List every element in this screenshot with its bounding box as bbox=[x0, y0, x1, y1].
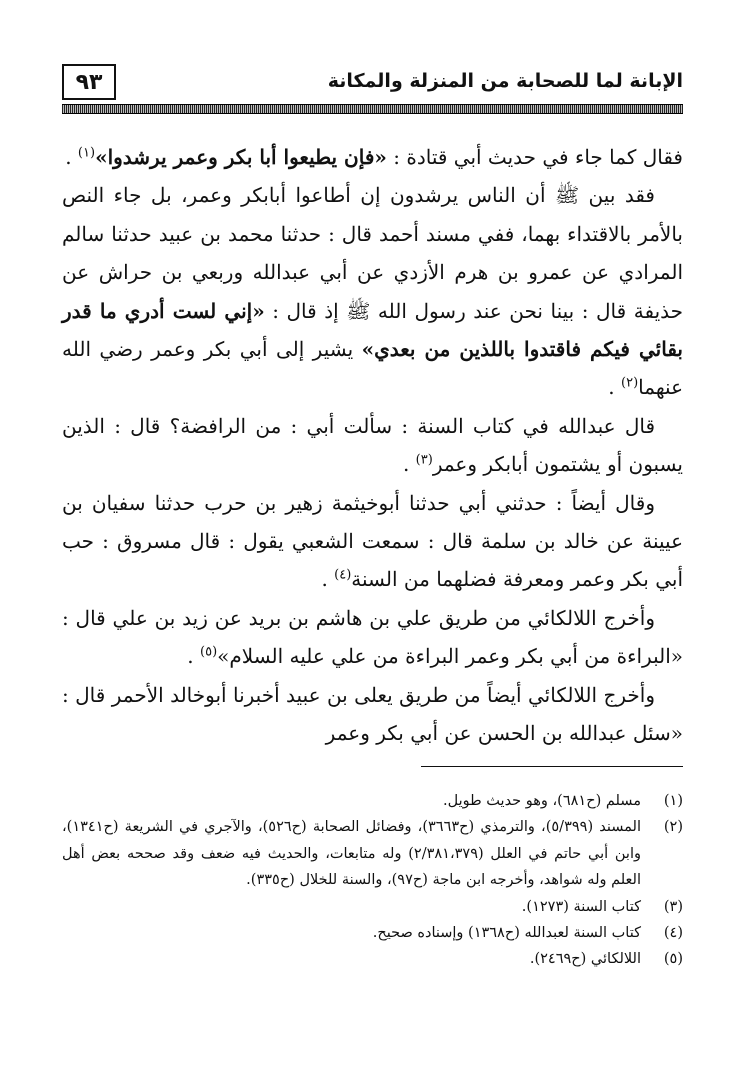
footnote-number: (٥) bbox=[663, 951, 683, 968]
header-rule bbox=[62, 104, 683, 114]
paragraph-text: يشير إلى أبي بكر وعمر رضي الله عنهما bbox=[62, 337, 683, 400]
paragraph-4 bbox=[62, 484, 683, 599]
paragraph-text: قال عبدالله في كتاب السنة : سألت أبي : من الرافضة؟ قال : الذين يسبون أو يشتمون أبابكر وعمر bbox=[62, 413, 683, 477]
footnote-text: كتاب السنة لعبدالله (ح١٣٦٨) وإسناده صحيح. bbox=[372, 925, 641, 942]
footnote-text: المسند (٥/٣٩٩)، والترمذي (ح٣٦٦٣)، وفضائل الصحابة (ح٥٢٦)، والآجري في الشريعة (ح١٣٤١)، وابن أبي حاتم في العلل (٢/٣٨١،٣٧٩) وله متابعات، والحديث فيه ضعف وقد صححه بعض أهل العلم وله شواهد، وأخرجه ابن ماجة (ح٩٧)، والسنة للخلال (ح٣٣٥). bbox=[62, 819, 642, 889]
paragraph-5 bbox=[62, 599, 683, 676]
paragraph-end: . bbox=[65, 145, 78, 169]
paragraph-6 bbox=[62, 676, 683, 753]
footnote-ref-3: (٣) bbox=[415, 452, 433, 468]
paragraph-end: . bbox=[321, 567, 335, 592]
running-title: الإبانة لما للصحابة من المنزلة والمكانة bbox=[327, 70, 683, 92]
paragraph-text: وأخرج اللالكائي من طريق علي بن هاشم بن بريد عن زيد بن علي قال : «البراءة من أبي بكر وعمر البراءة من علي عليه السلام» bbox=[62, 605, 683, 669]
hadith-quote: «إني لست أدري ما قدر بقائي فيكم فاقتدوا باللذين من بعدي» bbox=[62, 298, 684, 362]
paragraph-2 bbox=[62, 176, 683, 406]
footnote-text: كتاب السنة (١٢٧٣). bbox=[521, 898, 641, 915]
paragraph-1 bbox=[62, 138, 683, 176]
paragraph-text: وقال أيضاً : حدثني أبي حدثنا أبوخيثمة زهير بن حرب حدثنا سفيان بن عيينة عن خالد بن سلمة قال : سمعت الشعبي يقول : قال مسروق : حب أبي بكر وعمر ومعرفة فضلهما من السنة bbox=[62, 490, 683, 592]
footnote-ref-5: (٥) bbox=[200, 644, 218, 660]
footnote-item bbox=[62, 788, 683, 814]
paragraph-end: . bbox=[402, 452, 416, 477]
paragraph-3 bbox=[62, 407, 683, 484]
footnote-ref-1: (١) bbox=[77, 145, 96, 161]
footnote-number: (٤) bbox=[663, 925, 683, 942]
footnote-number: (٣) bbox=[663, 898, 683, 915]
footnote-text: مسلم (ح٦٨١)، وهو حديث طويل. bbox=[443, 793, 641, 809]
footnote-text: اللالكائي (ح٢٤٦٩). bbox=[529, 951, 641, 968]
footnote-number: (١) bbox=[663, 793, 683, 809]
hadith-quote: «فإن يطيعوا أبا بكر وعمر يرشدوا» bbox=[95, 145, 387, 169]
paragraph-text: وأخرج اللالكائي أيضاً من طريق يعلى بن عبيد أخبرنا أبوخالد الأحمر قال : «سئل عبدالله بن الحسن عن أبي بكر وعمر bbox=[62, 682, 683, 746]
paragraph-end: . bbox=[608, 375, 622, 400]
paragraph-text: فقد بين ﷺ أن الناس يرشدون إن أطاعوا أبابكر وعمر، بل جاء النص بالأمر بالاقتداء بهما، ففي مسند أحمد قال : حدثنا محمد بن عبيد حدثنا سالم المرادي عن عمرو بن هرم الأزدي عن أبي عبدالله وربعي بن حراش عن حذيفة قال : بينا نحن عند رسول الله ﷺ إذ قال : bbox=[62, 183, 683, 323]
page-number: ٩٣ bbox=[62, 64, 116, 100]
footnote-item bbox=[62, 814, 683, 893]
footnotes bbox=[62, 788, 683, 973]
paragraph-text: فقال كما جاء في حديث أبي قتادة : bbox=[386, 145, 683, 169]
main-text bbox=[62, 138, 683, 753]
footnote-separator bbox=[421, 766, 683, 767]
paragraph-end: . bbox=[187, 644, 200, 669]
footnote-ref-4: (٤) bbox=[334, 567, 352, 583]
footnote-number: (٢) bbox=[663, 819, 683, 836]
footnote-ref-2: (٢) bbox=[621, 375, 639, 391]
footnote-item bbox=[62, 920, 683, 946]
footnote-item bbox=[62, 946, 683, 972]
footnote-item bbox=[62, 894, 683, 920]
